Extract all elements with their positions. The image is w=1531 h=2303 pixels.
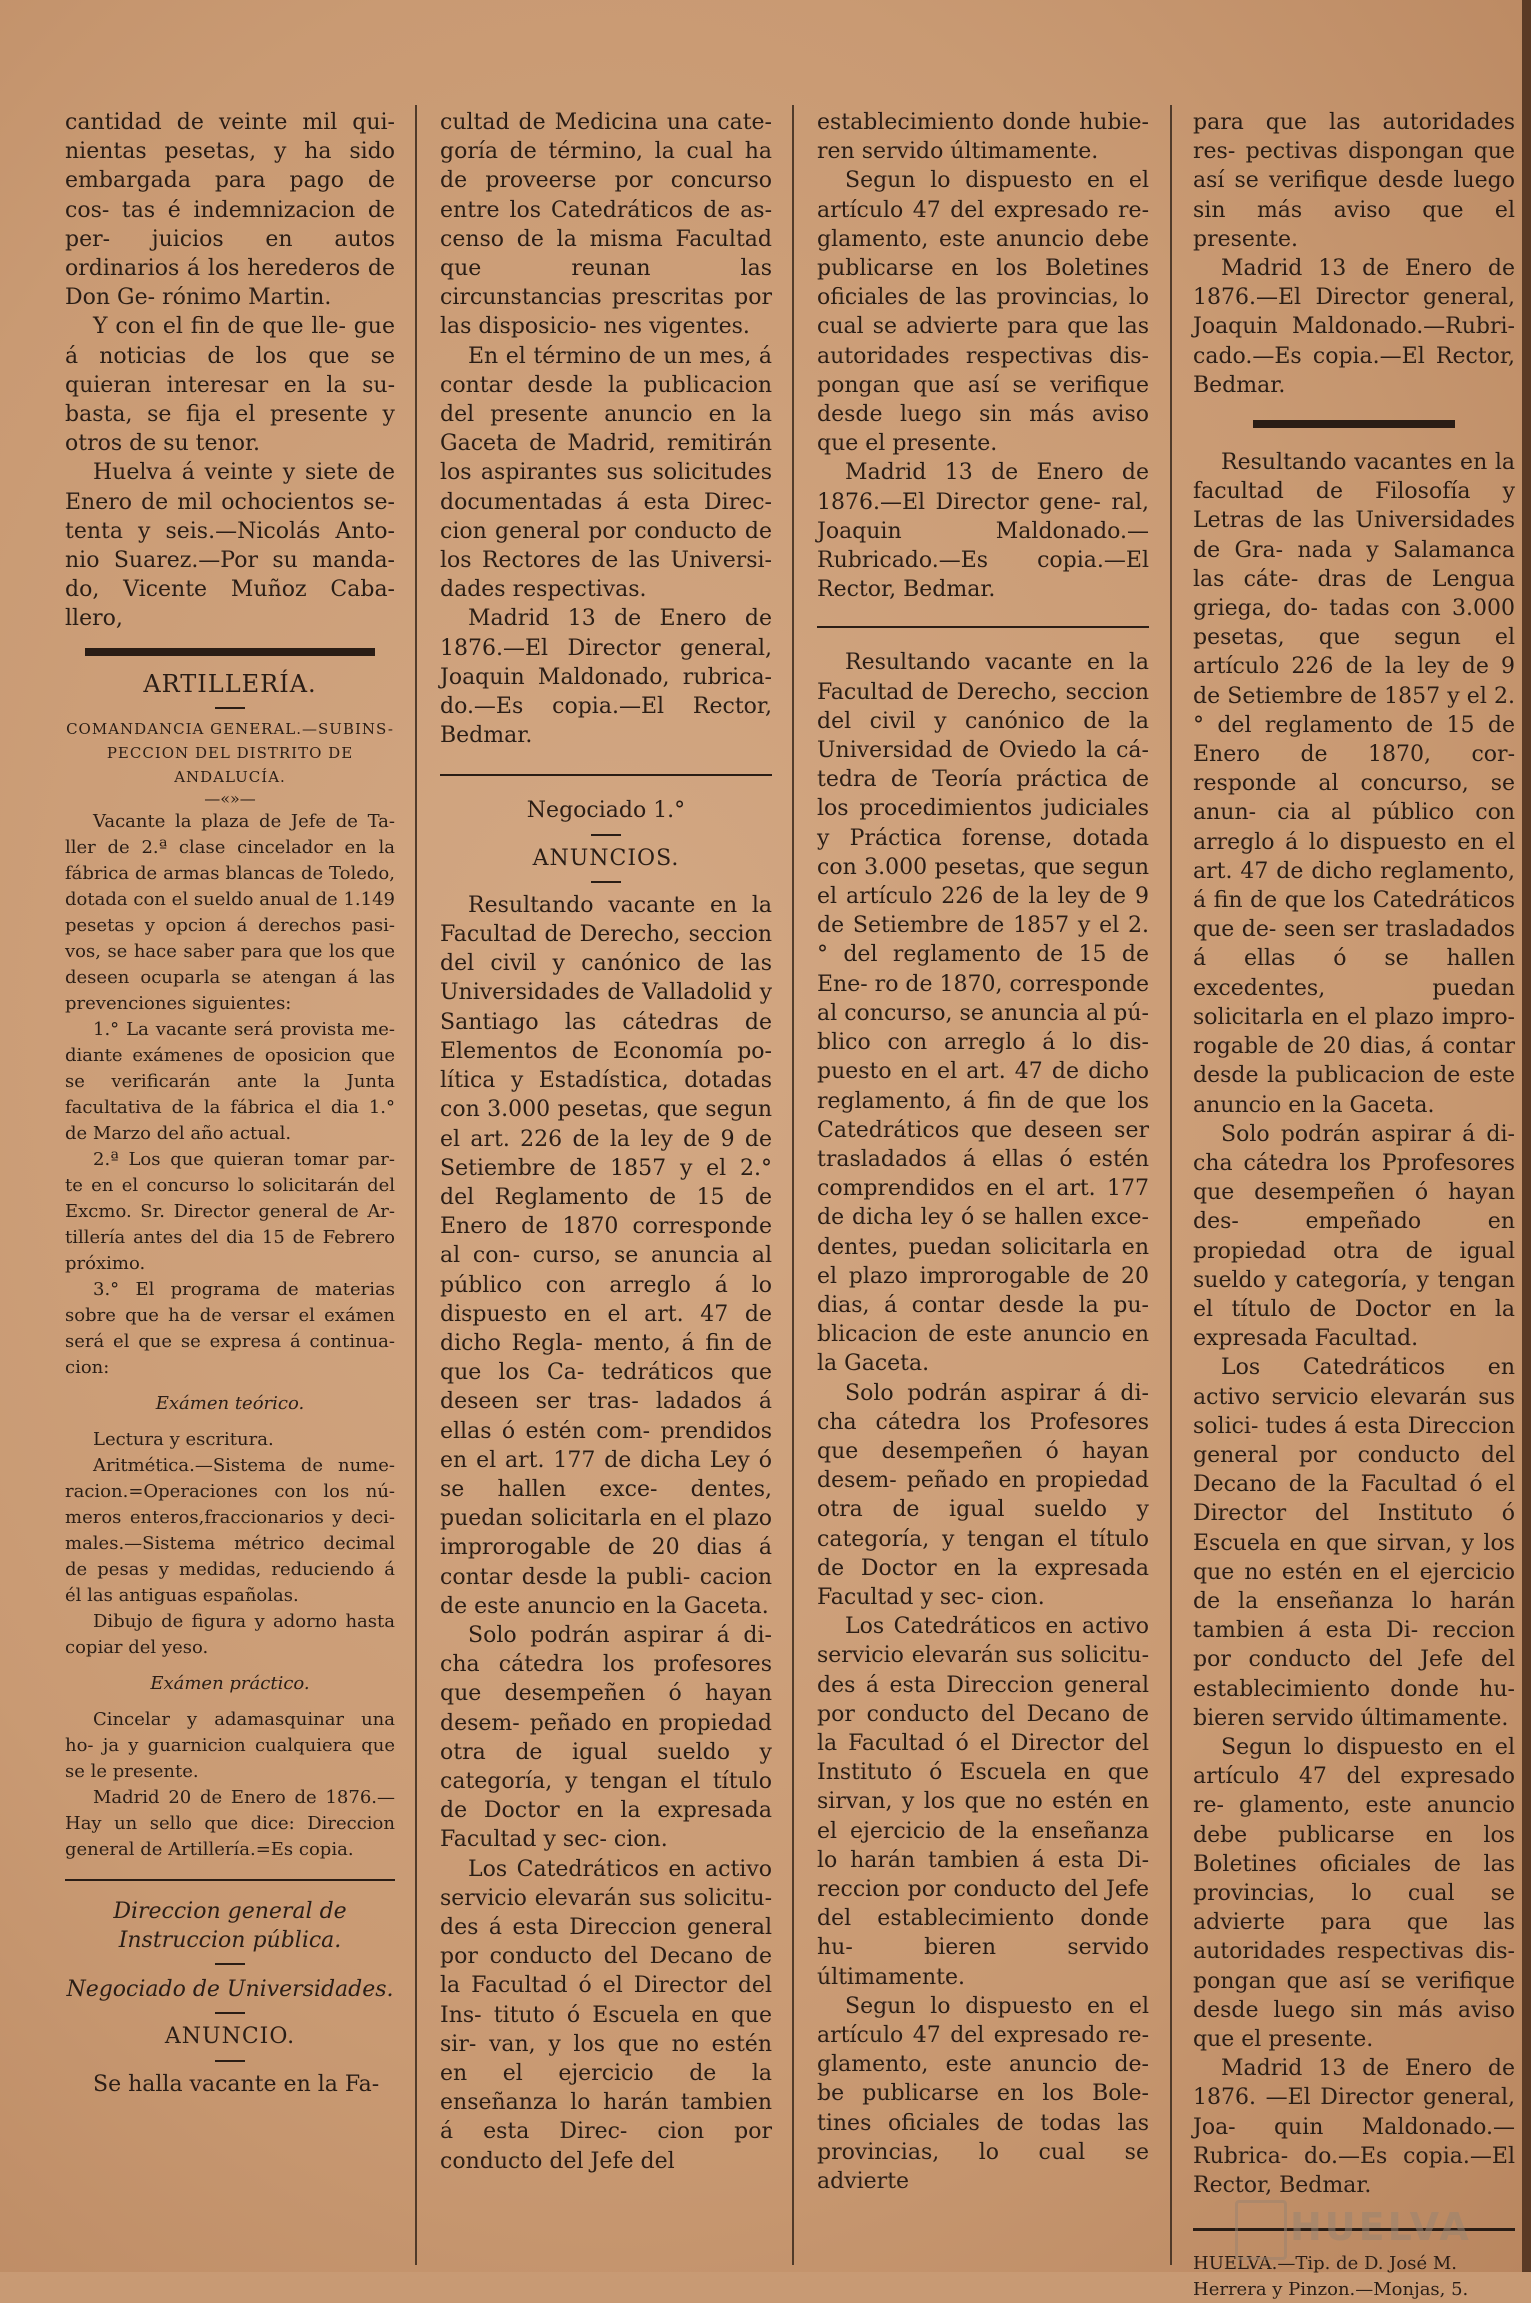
paragraph: cantidad de veinte mil qui- nientas pesetas, y ha sido embargada para pago de cos- tas é indemnizacion de per- juicios en autos ordinarios á los herederos de Don Ge- rónimo Martin. [65, 110, 395, 311]
archive-seal-icon [1235, 2200, 1287, 2260]
paragraph: 1.° La vacante será provista me- diante exámenes de oposicion que se verificarán ante la Junta facultativa de la fábrica el dia 1.° de Marzo del año actual. [65, 1018, 395, 1144]
section-rule [1253, 420, 1455, 428]
paragraph: Resultando vacante en la Facultad de Derecho, seccion del civil y canónico de la Universidad de Oviedo la cá- tedra de Teoría práctica de los procedimientos judiciales y Práctica forense, dotada con 3.000 pesetas, que segun el artículo 226 de la ley de 9 de Setiembre de 1857 y el 2.° del reglamento de 15 de Ene- ro de 1870, corresponde al concurso, se anuncia al pú- blico con arreglo á lo dis- puesto en el art. 47 de dicho reglamento, á fin de que los Catedráticos que deseen ser trasladados á ellas ó estén comprendidos en el art. 177 de dicha ley ó se hallen exce- dentes, puedan solicitarla en el plazo improrogable de 20 dias, á contar desde la pu- blicacion de este anuncio en la Gaceta. [817, 650, 1150, 1377]
paragraph: Los Catedráticos en activo servicio elevarán sus solicitu- des á esta Direccion general por conducto del Decano de la Facultad ó el Director del Ins- tituto ó Escuela en que sir- van, y los que no estén en el ejercicio de la enseñanza lo harán tambien á esta Direc- cion por conducto del Jefe del [440, 1856, 772, 2174]
page-edge [1522, 0, 1531, 2272]
paragraph: Solo podrán aspirar á di- cha cátedra los profesores que desempeñen ó hayan desem- peñado en propiedad otra de igual sueldo y categoría, y tengan el título de Doctor en la expresada Facultad y sec- cion. [440, 1622, 772, 1853]
column-4 [1193, 108, 1515, 2301]
paragraph: Los Catedráticos en activo servicio elevarán sus solici- tudes á esta Direccion general por conducto del Decano de la Facultad ó el Director del Instituto ó Escuela en que sirvan, y los que no estén en el ejercicio de la enseñanza lo harán tambien á esta Di- reccion por conducto del Jefe del establecimiento donde hu- bieren servido últimamente. [1193, 1355, 1515, 1731]
paragraph: En el término de un mes, á contar desde la publicacion del presente anuncio en la Gaceta de Madrid, remitirán los aspirantes sus solicitudes documentadas á esta Direc- cion general por conducto de los Rectores de las Universi- dades respectivas. [440, 343, 772, 603]
paragraph: Aritmética.—Sistema de nume- racion.=Operaciones con los nú- meros enteros,fraccionarios y deci- males.—Sistema métrico decimal de pesas y medidas, reduciendo á él las antiguas españolas. [65, 1454, 395, 1606]
paragraph: Cincelar y adamasquinar una ho- ja y guarnicion cualquiera que se le presente. [65, 1708, 395, 1782]
paragraph: Madrid 13 de Enero de 1876.—El Director general, Joaquin Maldonado.—Rubri- cado.—Es copia.—El Rector, Bedmar. [1193, 256, 1515, 398]
paragraph: Segun lo dispuesto en el artículo 47 del expresado re- glamento, este anuncio debe publicarse en los Boletines oficiales de las provincias, lo cual se advierte para que las autoridades respectivas dis- pongan que así se verifique desde luego sin más aviso que el presente. [1193, 1734, 1515, 2052]
short-rule [215, 2012, 245, 2014]
paragraph: Los Catedráticos en activo servicio elevarán sus solicitu- des á esta Direccion general por conducto del Decano de la Facultad ó el Director del Instituto ó Escuela en que sirvan, y los que no estén en el ejercicio de la enseñanza lo harán tambien á esta Di- reccion por conducto del Jefe del establecimiento donde hu- bieren servido últimamente. [817, 1614, 1149, 1990]
paragraph: Madrid 13 de Enero de 1876.—El Director general, Joaquin Maldonado, rubrica- do.—Es copia.—El Rector, Bedmar. [440, 606, 772, 749]
paragraph: cultad de Medicina una cate- goría de término, la cual ha de proveerse por concurso entre los Catedráticos de as- censo de la misma Facultad que reunan las circunstancias prescritas por las disposicio- nes vigentes. [440, 110, 772, 340]
short-rule [215, 707, 245, 709]
paragraph: Dibujo de figura y adorno hasta copiar del yeso. [65, 1610, 395, 1658]
section-rule [440, 774, 772, 776]
archive-watermark: HUELVA [1290, 2205, 1472, 2249]
subheading: COMANDANCIA GENERAL.—SUBINS- [66, 719, 394, 738]
subheading: Negociado de Universidades. [66, 1977, 394, 2003]
paragraph: 3.° El programa de materias sobre que ha de versar el exámen será el que se expresa á continua- cion: [65, 1278, 395, 1378]
paragraph: Segun lo dispuesto en el artículo 47 del expresado re- glamento, este anuncio de- be publicarse en los Bole- tines oficiales de todas las provincias, lo cual se advierte [817, 1993, 1149, 2195]
paragraph: establecimiento donde hubie- ren servido últimamente. [817, 110, 1149, 165]
paragraph: Y con el fin de que lle- gue á noticias de los que se quieran interesar en la su- basta, se fija el presente y otros de su tenor. [65, 314, 395, 457]
exam-heading: Exámen práctico. [150, 1672, 310, 1694]
column-2 [440, 108, 772, 2258]
section-rule [65, 1879, 395, 1881]
section-rule [817, 626, 1149, 628]
column-divider [792, 105, 794, 2265]
ornament: —«»— [204, 788, 256, 808]
section-rule [85, 648, 375, 656]
column-1 [65, 108, 395, 2258]
paragraph: Madrid 20 de Enero de 1876.— Hay un sello que dice: Direccion general de Artillería.=Es copia. [65, 1786, 395, 1860]
paragraph: Solo podrán aspirar á di- cha cátedra los Pprofesores que desempeñen ó hayan des- empeñado en propiedad otra de igual sueldo y categoría, y tengan el título de Doctor en la expresada Facultad. [1193, 1121, 1515, 1352]
paragraph: Solo podrán aspirar á di- cha cátedra los Profesores que desempeñen ó hayan desem- peñado en propiedad otra de igual sueldo y categoría, y tengan el título de Doctor en la expresada Facultad y sec- cion. [817, 1380, 1149, 1610]
short-rule [215, 1963, 245, 1965]
paragraph: Se halla vacante en la Fa- [93, 2071, 380, 2097]
subheading: ANUNCIO. [164, 2024, 296, 2050]
paragraph: 2.ª Los que quieran tomar par- te en el concurso lo solicitarán del Excmo. Sr. Director general de Ar- tillería antes del dia 15 de Febrero próximo. [65, 1148, 395, 1274]
paragraph: Madrid 13 de Enero de 1876.—El Director gene- ral, Joaquin Maldonado.— Rubricado.—Es copia.—El Rector, Bedmar. [817, 460, 1149, 603]
short-rule [591, 881, 621, 883]
subheading: PECCION DEL DISTRITO DE ANDALUCÍA. [106, 743, 354, 786]
paragraph: Madrid 13 de Enero de 1876. —El Director general, Joa- quin Maldonado.— Rubrica- do.—Es copia.—El Rector, Bedmar. [1193, 2056, 1515, 2199]
column-divider [1170, 105, 1172, 2265]
paragraph: Huelva á veinte y siete de Enero de mil ochocientos se- tenta y seis.—Nicolás Anto- nio Suarez.—Por su manda- do, Vicente Muñoz Caba- llero, [65, 460, 395, 632]
short-rule [215, 2060, 245, 2062]
printer-imprint: HUELVA.—Tip. de D. José M. Herrera y Pinzon.—Monjas, 5. [1193, 2253, 1469, 2301]
column-divider [415, 105, 417, 2265]
paragraph: Resultando vacantes en la facultad de Filosofía y Letras de las Universidades de Gra- nada y Salamanca las cáte- dras de Lengua griega, do- tadas con 3.000 pesetas, que segun el artículo 226 de la ley de 9 de Setiembre de 1857 y el 2.° del reglamento de 15 de Enero de 1870, cor- responde al concurso, se anun- cia al público con arreglo á lo dispuesto en el art. 47 de dicho reglamento, á fin de que los Catedráticos que de- seen ser trasladados á ellas ó se hallen excedentes, puedan solicitarla en el plazo impro- rogable de 20 dias, á contar desde la publicacion de este anuncio en la Gaceta. [1193, 450, 1515, 1118]
paragraph: Lectura y escritura. [93, 1428, 274, 1450]
subheading: Negociado 1.° [526, 798, 686, 824]
section-heading: Direccion general de Instruccion pública. [113, 1898, 347, 1954]
paragraph: Segun lo dispuesto en el artículo 47 del expresado re- glamento, este anuncio debe publicarse en los Boletines oficiales de las provincias, lo cual se advierte para que las autoridades respectivas dis- pongan que así se verifique desde luego sin más aviso que el presente. [817, 168, 1149, 457]
paragraph: Resultando vacante en la Facultad de Derecho, seccion del civil y canónico de las Universidades de Valladolid y Santiago las cátedras de Elementos de Economía po- lítica y Estadística, dotadas con 3.000 pesetas, que segun el art. 226 de la ley de 9 de Setiembre de 1857 y el 2.° del Reglamento de 15 de Enero de 1870 corresponde al con- curso, se anuncia al público con arreglo á lo dispuesto en el art. 47 de dicho Regla- mento, á fin de que los Ca- tedráticos que deseen ser tras- ladados á ellas ó estén com- prendidos en el art. 177 de dicha Ley ó se hallen exce- dentes, puedan solicitarla en el plazo improrogable de 20 dias á contar desde la publi- cacion de este anuncio en la Gaceta. [440, 892, 772, 1619]
column-3 [817, 108, 1149, 2258]
section-heading: ANUNCIOS. [532, 845, 680, 871]
exam-heading: Exámen teórico. [155, 1392, 305, 1414]
section-heading: ARTILLERÍA. [143, 669, 317, 698]
paragraph: Vacante la plaza de Jefe de Ta- ller de 2.ª clase cincelador en la fábrica de armas blancas de Toledo, dotada con el sueldo anual de 1.149 pesetas y opcion á derechos pasi- vos, se hace saber para que los que deseen ocuparla se atengan á las prevenciones siguientes: [65, 810, 395, 1014]
paragraph: para que las autoridades res- pectivas dispongan que así se verifique desde luego sin más aviso que el presente. [1193, 110, 1515, 252]
short-rule [591, 834, 621, 836]
